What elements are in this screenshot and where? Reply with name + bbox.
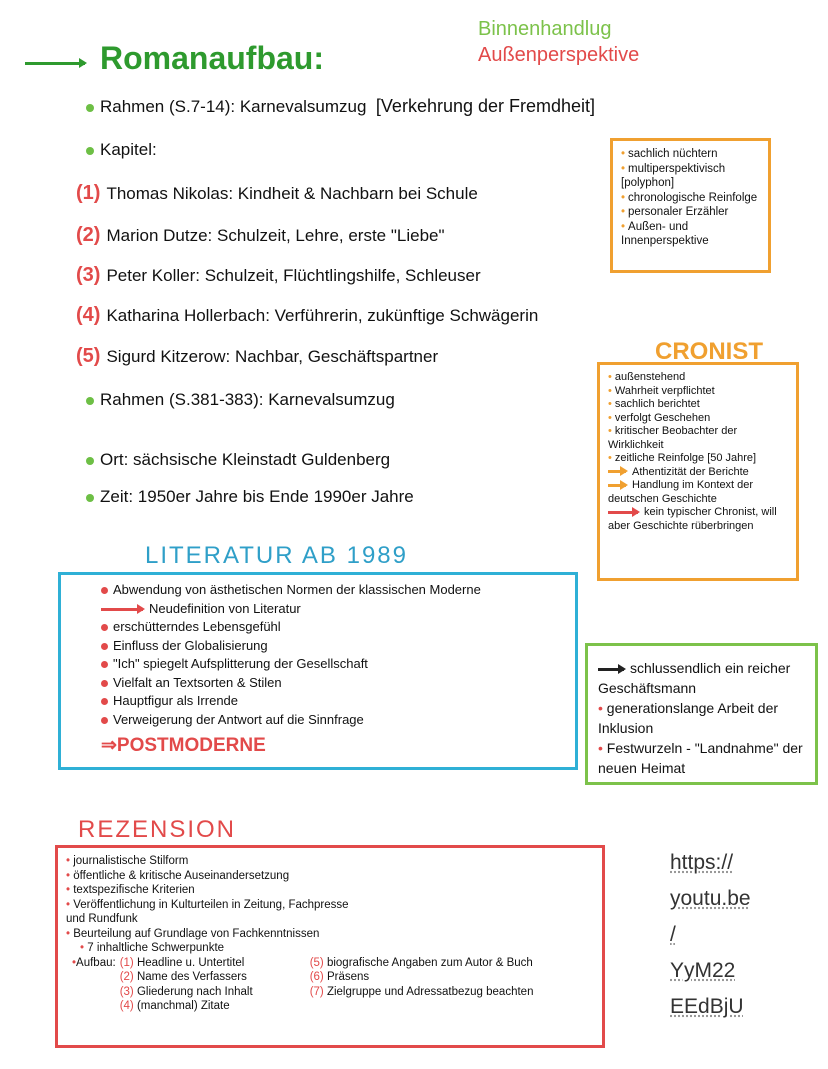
rezension-box: • journalistische Stilform • öffentliche & kritische Auseinandersetzung • textspezifische Kriterien • Veröffentlichung in Kulturteilen in Zeitung, Fachpresse und Rundfunk • Beurteilung auf Grundlage von Fachkenntnissen • 7 inhaltliche Schwerpunkte • Aufbau: (1) Headline u. Untertitel (2) Name des Verfassers (3) Gliederung nach Inhalt (4) (manchmal) Zitate (5) biografische Angaben zum Autor & Buch (6) Präsens (7) Zielgruppe und Adressatbezug beachten <box>55 845 605 1048</box>
chapter-1: (1) Thomas Nikolas: Kindheit & Nachbarn bei Schule <box>76 182 478 204</box>
postmoderne: ⇒POSTMODERNE <box>101 735 266 756</box>
page-title: Romanaufbau: <box>100 40 324 76</box>
chapter-3: (3) Peter Koller: Schulzeit, Flüchtlingshilfe, Schleuser <box>76 264 481 286</box>
rahmen-1: Rahmen (S.7-14): Karnevalsumzug [Verkehrung der Fremdheit] <box>86 96 595 117</box>
ort: Ort: sächsische Kleinstadt Guldenberg <box>86 450 390 470</box>
zeit: Zeit: 1950er Jahre bis Ende 1990er Jahre <box>86 487 414 507</box>
legend-green: Binnenhandlug <box>478 18 612 40</box>
chapter-2: (2) Marion Dutze: Schulzeit, Lehre, erste "Liebe" <box>76 224 445 246</box>
narrator-box: • sachlich nüchtern • multiperspektivisch [polyphon] • chronologische Reinfolge • personaler Erzähler • Außen- und Innenperspektive <box>610 138 771 273</box>
title-arrow-icon <box>25 55 91 73</box>
cronist-box: • außenstehend • Wahrheit verpflichtet • sachlich berichtet • verfolgt Geschehen • kritischer Beobachter der Wirklichkeit • zeitliche Reinfolge [50 Jahre] Athentizität der Berichte Handlung im Kontext der deutschen Geschichte kein typischer Chronist, will aber Geschichte rüberbringen <box>597 362 799 581</box>
green-box: schlussendlich ein reicher Geschäftsmann • generationslange Arbeit der Inklusion • Festwurzeln - "Landnahme" der neuen Heimat <box>585 643 818 785</box>
rezension-title: REZENSION <box>78 816 237 843</box>
literatur-title: LITERATUR AB 1989 <box>145 542 408 569</box>
cronist-title: CRONIST <box>655 338 763 365</box>
legend-red: Außenperspektive <box>478 44 640 66</box>
rahmen-2: Rahmen (S.381-383): Karnevalsumzug <box>86 390 395 410</box>
video-link[interactable]: https:// youtu.be / YyM22 EEdBjU <box>670 851 751 1018</box>
kapitel: Kapitel: <box>86 140 157 160</box>
chapter-5: (5) Sigurd Kitzerow: Nachbar, Geschäftspartner <box>76 345 439 367</box>
literatur-box: Abwendung von ästhetischen Normen der klassischen Moderne Neudefinition von Literatur erschütterndes Lebensgefühl Einfluss der Globalisierung "Ich" spiegelt Aufsplitterung der Gesellschaft Vielfalt an Textsorten & Stilen Hauptfigur als Irrende Verweigerung der Antwort auf die Sinnfrage ⇒POSTMODERNE <box>58 572 578 770</box>
chapter-4: (4) Katharina Hollerbach: Verführerin, zukünftige Schwägerin <box>76 304 539 326</box>
